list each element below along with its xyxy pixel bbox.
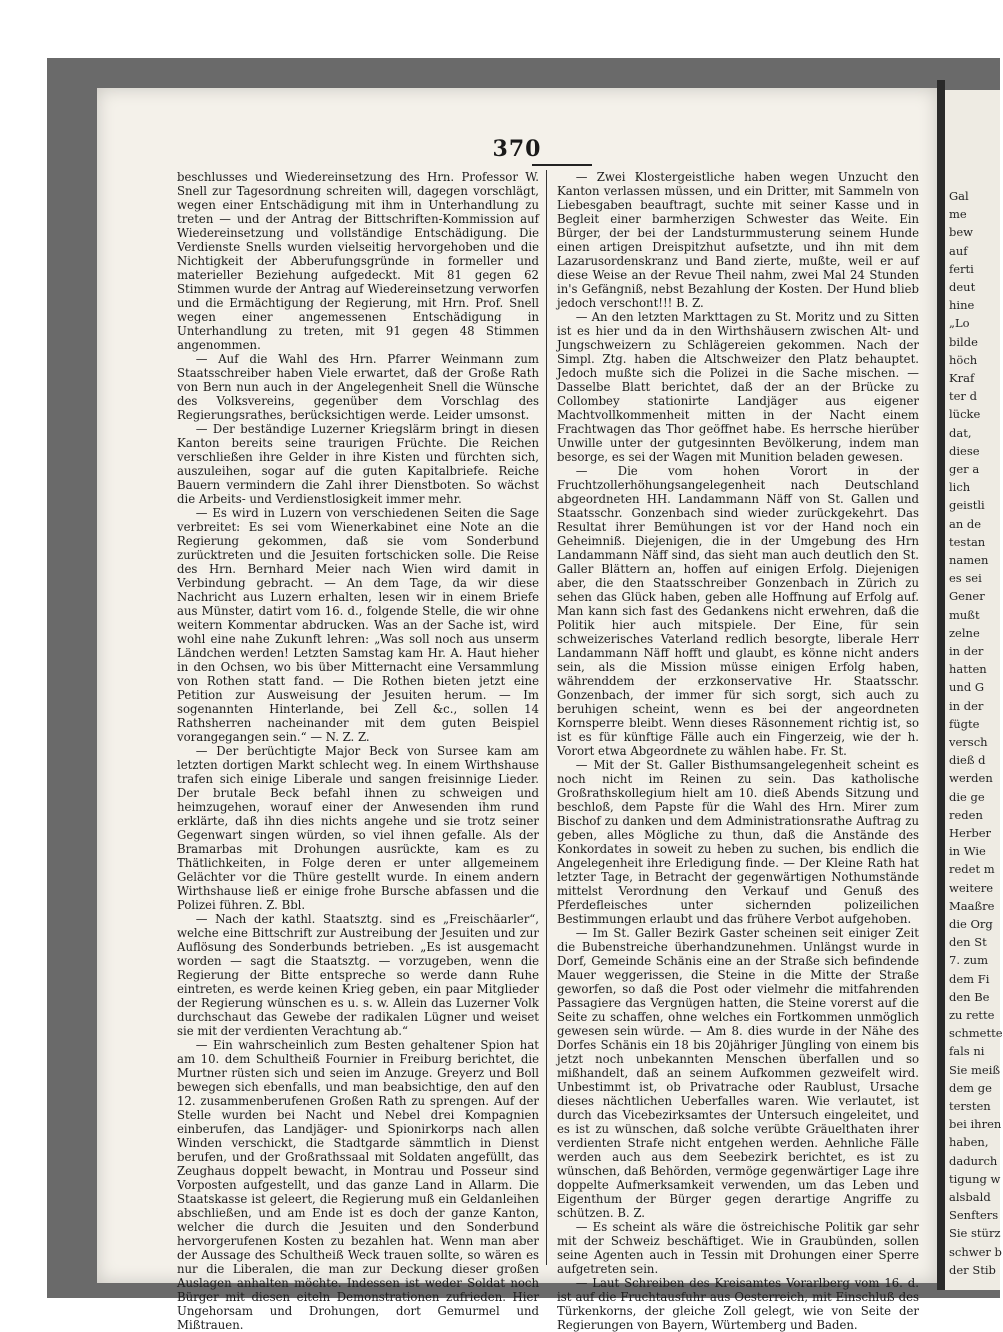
- facing-page-text: tigung w: [949, 1171, 1001, 1186]
- facing-page-text: dadurch: [949, 1153, 998, 1168]
- page-number-rule: [532, 164, 592, 166]
- facing-page-text: bei ihren: [949, 1117, 1002, 1132]
- facing-page-text: es sei: [949, 571, 982, 586]
- facing-page-text: Senfters: [949, 1208, 999, 1223]
- facing-page-text: hatten: [949, 662, 987, 677]
- left-column: [177, 170, 539, 1332]
- article-paragraph: — Der berüchtigte Major Beck von Sursee kam am letzten dortigen Markt schlecht weg. In einem Wirthshause trafen sich einige Liberale und sangen freisinnige Lieder. Der brutale Beck befahl ihnen zu schweigen und heimzugehen, worauf einer der Anwesenden ihm rund erklärte, daß ihn dies nichts angehe und sie trotz seiner Gegenwart singen würden, so viel ihnen gefalle. Als der Bramarbas mit Drohungen ausrückte, kam es zu Thätlichkeiten, in Folge deren er unter allgemeinem Gelächter vor die Thüre gestellt wurde. In einem andern Wirthshause ließ er einige frohe Bursche abfassen und die Polizei führen. Z. Bbl.: [177, 744, 539, 912]
- facing-page-text: dat,: [949, 425, 972, 440]
- article-paragraph: — An den letzten Markttagen zu St. Moritz und zu Sitten ist es hier und da in den Wirthshäusern zwischen Alt- und Jungschweizern zu Schlägereien gekommen. Nach der Simpl. Ztg. haben die Altschweizer den Platz behauptet. Jedoch mußte sich die Polizei in die Sache mischen. — Dasselbe Blatt berichtet, daß der an der Brücke zu Collombey stationirte Landjäger aus eigener Machtvollkommenheit mitten in der Nacht einem Frachtwagen das Thor geöffnet habe. Es herrsche hierüber Unwille unter der gutgesinnten Bevölkerung, indem man besorge, es sei der Wagen mit Munition beladen gewesen.: [557, 310, 919, 464]
- right-column: [557, 170, 919, 1332]
- facing-page-text: ter d: [949, 389, 977, 404]
- facing-page-text: diese: [949, 443, 980, 458]
- facing-page-text: lücke: [949, 407, 981, 422]
- facing-page-text: in der: [949, 698, 984, 713]
- article-paragraph: — Die vom hohen Vorort in der Fruchtzollerhöhungsangelegenheit nach Deutschland abgeordneten HH. Landammann Näff von St. Gallen und Staatsschr. Gonzenbach sind wieder zurückgekehrt. Das Resultat ihrer Bemühungen ist vor der Hand noch ein Geheimniß. Diejenigen, die in der Umgebung des Hrn Landammann Näff sind, das sieht man auch deutlich den St. Galler Blättern an, hoffen auf einigen Erfolg. Diejenigen aber, die den Staatsschreiber Gonzenbach in Zürich zu sehen das Glück haben, geben alle Hoffnung auf Erfolg auf. Man kann sich fast des Gedankens nicht erwehren, daß die Politik hier auch mitspiele. Der Eine, für sein schweizerisches Vaterland redlich besorgte, liberale Herr Landammann Näff hofft und glaubt, es könne nicht anders sein, als die Mission müsse einigen Erfolg haben, währenddem der erzkonservative Hr. Staatsschr. Gonzenbach, der immer für sich sorgt, sich auch zu beruhigen scheint, wenn es bei der angeordneten Kornsperre bleibt. Wenn dieses Räsonnement richtig ist, so ist es für künftige Fälle auch ein Fingerzeig, wie der h. Vorort etwa Abgeordnete zu wählen habe. Fr. St.: [557, 464, 919, 758]
- facing-page-text: 7. zum: [949, 953, 988, 968]
- article-paragraph: — Es scheint als wäre die östreichische Politik gar sehr mit der Schweiz beschäftiget. Wie in Graubünden, sollen seine Agenten auch in Tessin mit Drohungen einer Sperre aufgetreten sein.: [557, 1220, 919, 1276]
- facing-page-text: Gal: [949, 189, 969, 203]
- facing-page-text: Sie stürz: [949, 1226, 1001, 1241]
- facing-page-text: hine: [949, 298, 975, 313]
- facing-page-text: „Lo: [949, 316, 970, 331]
- facing-page-text: den St: [949, 935, 987, 950]
- article-paragraph: beschlusses und Wiedereinsetzung des Hrn. Professor W. Snell zur Tagesordnung schreiten will, dagegen vorschlägt, wegen einer Entschädigung mit ihm in Unterhandlung zu treten — und der Antrag der Bittschriften-Kommission auf Wiedereinsetzung und vollständige Entschädigung. Die Verdienste Snells wurden vielseitig hervorgehoben und die Nichtigkeit der Abberufungsgründe in formeller und materieller Beziehung aufgedeckt. Mit 81 gegen 62 Stimmen wurde der Antrag auf Wiedereinsetzung verworfen und die Ermächtigung der Regierung, mit Hrn. Prof. Snell wegen einer angemessenen Entschädigung in Unterhandlung zu treten, mit 91 gegen 48 Stimmen angenommen.: [177, 170, 539, 352]
- facing-page-text: haben,: [949, 1135, 989, 1150]
- facing-page-text: redet m: [949, 862, 995, 877]
- facing-page-text: Maaßre: [949, 898, 995, 913]
- article-paragraph: — Mit der St. Galler Bisthumsangelegenheit scheint es noch nicht im Reinen zu sein. Das katholische Großrathskollegium hielt am 10. dieß Abends Sitzung und beschloß, dem Papste für die Wahl des Hrn. Mirer zum Bischof zu danken und dem Administrationsrathe Auftrag zu geben, alles Mögliche zu thun, daß die Anstände des Konkordates in soweit zu heben zu suchen, bis endlich die Angelegenheit ihre Erledigung finde. — Der Kleine Rath hat letzter Tage, in Betracht der gegenwärtigen Nothumstände mittelst Verordnung den Verkauf und Genuß des Pferdefleisches unter sichernden polizeilichen Bestimmungen erlaubt und das frühere Verbot aufgehoben.: [557, 758, 919, 926]
- article-paragraph: — Laut Schreiben des Kreisamtes Vorarlberg vom 16. d. ist auf die Fruchtausfuhr aus Oesterreich, mit Einschluß des Türkenkorns, der gleiche Zoll gelegt, wie von Seite der Regierungen von Bayern, Würtemberg und Baden.: [557, 1276, 919, 1332]
- facing-page-text: testan: [949, 534, 986, 549]
- facing-page-text: in Wie: [949, 844, 986, 859]
- facing-page-text: me: [949, 207, 967, 222]
- article-paragraph: — Ein wahrscheinlich zum Besten gehaltener Spion hat am 10. dem Schultheiß Fournier in Freiburg berichtet, die Murtner rüsten sich und seien im Anzuge. Greyerz und Boll bewegen sich ebenfalls, und man beabsichtige, den auf den 12. zusammenberufenen Großen Rath zu sprengen. Auf der Stelle wurden bei Nacht und Nebel drei Kompagnien einberufen, das Landjäger- und Spionirkorps nach allen Winden verschickt, die Stadtgarde sämmtlich in Dienst berufen, und der Großrathssaal mit Soldaten angefüllt, das Zeughaus doppelt bewacht, in Montrau und Posseur sind Vorposten aufgestellt, und das ganze Land in Allarm. Die Staatskasse ist geleert, die Regierung muß ein Geldanleihen abschließen, und am Ende ist es doch der ganze Kanton, welcher die durch die Jesuiten und den Sonderbund hervorgerufenen Kosten zu bezahlen hat. Wenn man aber der Aussage des Schultheiß Weck trauen sollte, so wären es nur die Liberalen, die man zur Deckung dieser großen Auslagen anhalten möchte. Indessen ist weder Soldat noch Bürger mit diesen eiteln Demonstrationen zufrieden. Hier Ungehorsam und Drohungen, dort Gemurmel und Mißtrauen.: [177, 1038, 539, 1332]
- facing-page-text: reden: [949, 807, 983, 822]
- facing-page-text: dieß d: [949, 753, 986, 768]
- newspaper-page: [97, 88, 937, 1332]
- facing-page-text: zu rette: [949, 1008, 995, 1022]
- facing-page-text: höch: [949, 352, 978, 367]
- facing-page-text: bew: [949, 225, 974, 240]
- article-paragraph: — Im St. Galler Bezirk Gaster scheinen seit einiger Zeit die Bubenstreiche überhandzunehmen. Unlängst wurde in Dorf, Gemeinde Schänis eine an der Straße sich befindende Mauer weggerissen, die Steine in die Mitte der Straße geworfen, so daß die Post oder vielmehr die mitfahrenden Passagiere das Vergnügen hatten, die Steine vorerst auf die Seite zu schaffen, ohne welches ein Fortkommen unmöglich gewesen sein würde. — Am 8. dies wurde in der Nähe des Dorfes Schänis ein 18 bis 20jähriger Jüngling von einem bis jetzt noch unbekannten Menschen überfallen und so mißhandelt, daß an seinem Aufkommen gezweifelt wird. Unbestimmt ist, ob Privatrache oder Raublust, Ursache dieses nächtlichen Ueberfalles waren. Wie verlautet, ist durch das Vicebezirksamtes der Untersuch eingeleitet, und es ist zu wünschen, daß solche verübte Gräuelthaten ihrer verdienten Strafe nicht entgehen werden. Aehnliche Fälle werden auch aus dem Seebezirk berichtet, es ist zu wünschen, daß Behörden, vermöge gegenwärtiger Lage ihre doppelte Aufmerksamkeit verwenden, um das Leben und Eigenthum der Bürger gegen derartige Angriffe zu schützen. B. Z.: [557, 926, 919, 1220]
- facing-page-text: dem Fi: [949, 971, 990, 986]
- facing-page-text: alsbald: [949, 1190, 991, 1204]
- facing-page-text: tersten: [949, 1099, 991, 1113]
- article-paragraph: — Zwei Klostergeistliche haben wegen Unzucht den Kanton verlassen müssen, und ein Dritter, mit Sammeln von Liebesgaben beauftragt, suchte mit seiner Kasse und in Begleit einer barmherzigen Schwester das Weite. Ein Bürger, der bei der Landsturmmusterung seinem Hunde einen artigen Dreispitzhut aufsetzte, und ihn mit dem Lazarusordenskranz und Band zierte, mußte, weil er auf diese Weise an der Revue Theil nahm, zwei Mal 24 Stunden in's Gefängniß, nebst Bezahlung der Kosten. Der Hund blieb jedoch verschont!!! B. Z.: [557, 170, 919, 310]
- facing-page-text: auf: [949, 243, 968, 258]
- facing-page-text: werden: [949, 771, 993, 786]
- facing-page-text: fügte: [949, 716, 980, 731]
- facing-page-text: namen: [949, 553, 989, 567]
- facing-page-text: in der: [949, 644, 984, 658]
- article-paragraph: — Es wird in Luzern von verschiedenen Seiten die Sage verbreitet: Es sei vom Wienerkabinet eine Note an die Regierung gekommen, daß sie vom Sonderbund zurücktreten und die Jesuiten fortschicken solle. Die Reise des Hrn. Bernhard Meier nach Wien wird damit in Verbindung gebracht. — An dem Tage, da wir diese Nachricht aus Luzern erhalten, lesen wir in einem Briefe aus Münster, datirt vom 16. d., folgende Stelle, die wir ohne weitern Kommentar abdrucken. Was an der Sache ist, wird wohl eine nahe Zukunft lehren: „Was soll noch aus unserm Ländchen werden! Letzten Samstag kam Hr. A. Haut hieher in den Ochsen, wo bis über Mitternacht eine Versammlung von Rothen statt fand. — Die Rothen bieten jetzt eine Petition zur Ausweisung der Jesuiten herum. — Im sogenannten Hinterlande, bei Zell &c., sollen 14 Rathsherren nacheinander mit dem guten Beispiel vorangegangen sein.“ — N. Z. Z.: [177, 506, 539, 744]
- facing-page-text: Herber: [949, 826, 991, 840]
- article-paragraph: — Nach der kathl. Staatsztg. sind es „Freischäarler“, welche eine Bittschrift zur Austreibung der Jesuiten und zur Auflösung des Sonderbunds betrieben. „Es ist ausgemacht worden — sagt die Staatsztg. — vorzugeben, wenn die Regierung der Bitte entspreche so werde dann Ruhe eintreten, es werde keinen Krieg geben, ein paar Mitglieder der Regierung wünschen es u. s. w. Allein das Luzerner Volk durchschaut das Gewebe der radikalen Lügner und weiset sie mit der verdienten Verachtung ab.“: [177, 912, 539, 1038]
- facing-page-text: bilde: [949, 334, 978, 349]
- facing-page-text: weitere: [949, 880, 994, 895]
- article-paragraph: — Auf die Wahl des Hrn. Pfarrer Weinmann zum Staatsschreiber haben Viele erwartet, daß der Große Rath von Bern nun auch in der Angelegenheit Snell die Wünsche des Volksvereins, gegenüber dem Vorschlag des Regierungsrathes, berücksichtigen werde. Leider umsonst.: [177, 352, 539, 422]
- article-paragraph: — Der beständige Luzerner Kriegslärm bringt in diesen Kanton bereits seine traurigen Früchte. Die Reichen verschließen ihre Gelder in ihre Kisten und fürchten sich, auszuleihen, sogar auf die guten Kapitalbriefe. Reiche Bauern vermindern die Zahl ihrer Dienstboten. So wächst die Arbeits- und Verdienstlosigkeit immer mehr.: [177, 422, 539, 506]
- facing-page-text: fals ni: [949, 1044, 985, 1059]
- facing-page-text: lich: [949, 480, 971, 495]
- facing-page-text: der Stib: [949, 1262, 996, 1277]
- facing-page-text: zelne: [949, 625, 980, 640]
- facing-page-text: ferti: [949, 261, 974, 276]
- facing-page-text: und G: [949, 680, 985, 695]
- facing-page-text: die Org: [949, 917, 993, 931]
- facing-page-text: an de: [949, 516, 982, 531]
- facing-page-text: dem ge: [949, 1080, 992, 1095]
- facing-page-text: den Be: [949, 989, 990, 1004]
- facing-page-text: schwer b: [949, 1244, 1002, 1259]
- facing-page-text: schmette: [949, 1026, 1003, 1041]
- facing-page-fragment: [945, 90, 1003, 1290]
- facing-page-text: die ge: [949, 789, 985, 804]
- facing-page-text: versch: [949, 735, 988, 749]
- page-number: 370: [492, 136, 542, 162]
- facing-page-text: ger a: [949, 462, 980, 476]
- book-gutter: [937, 80, 945, 1290]
- column-divider: [546, 170, 547, 1265]
- facing-page-text: deut: [949, 280, 976, 294]
- facing-page-text: Kraf: [949, 371, 975, 385]
- facing-page-text: Sie meiß: [949, 1062, 1001, 1077]
- facing-page-text: Gener: [949, 589, 985, 604]
- facing-page-text: geistli: [949, 498, 985, 513]
- facing-page-text: mußt: [949, 607, 980, 622]
